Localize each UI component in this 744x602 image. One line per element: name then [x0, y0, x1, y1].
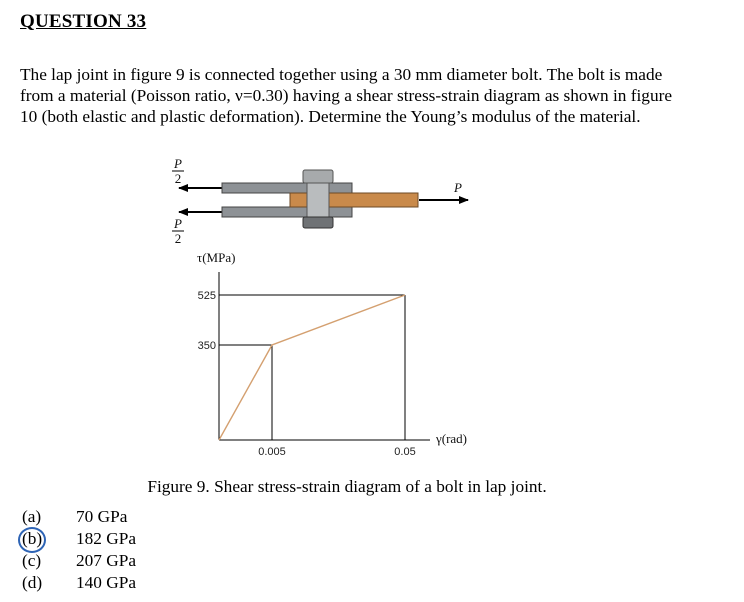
top-steel-plate [222, 183, 352, 193]
x-tick-label-0.005: 0.005 [258, 446, 286, 458]
half-load-top-denominator: 2 [174, 171, 182, 186]
option-d-value: 140 GPa [76, 573, 137, 592]
lap-joint-diagram [172, 156, 468, 246]
half-load-bottom-denominator: 2 [174, 231, 182, 246]
x-axis-label: γ(rad) [436, 431, 468, 446]
option-a-letter: (a) [22, 507, 42, 526]
half-load-top-numerator: P [174, 156, 182, 171]
figure-caption: Figure 9. Shear stress-strain diagram of a bolt in lap joint. [147, 477, 547, 496]
bottom-steel-plate [222, 207, 352, 217]
option-c-value: 207 GPa [76, 551, 137, 570]
shear-stress-strain-chart [197, 250, 467, 458]
y-tick-label-525: 525 [197, 290, 216, 302]
question-line-3: 10 (both elastic and plastic deformation). Determine the Young’s modulus of the material. [20, 107, 641, 126]
bolt-head [303, 170, 333, 183]
question-title: QUESTION 33 [20, 11, 147, 32]
option-d-letter: (d) [22, 573, 43, 592]
bolt-nut [303, 217, 333, 228]
chart-marks [219, 295, 405, 440]
option-b-value: 182 GPa [76, 529, 137, 548]
right-load-label: P [454, 180, 462, 195]
question-line-2: from a material (Poisson ratio, ν=0.30) having a shear stress-strain diagram as shown in figure [20, 86, 673, 105]
option-a-value: 70 GPa [76, 507, 128, 526]
question-line-1: The lap joint in figure 9 is connected together using a 30 mm diameter bolt. The bolt is made [20, 65, 663, 84]
half-load-bottom-numerator: P [174, 216, 182, 231]
y-axis-label: τ(MPa) [197, 250, 236, 265]
bolt-shank [307, 183, 329, 217]
option-b-letter: (b) [22, 529, 43, 548]
x-tick-label-0.05: 0.05 [394, 446, 416, 458]
stress-strain-curve [219, 295, 405, 440]
option-c-letter: (c) [22, 551, 42, 570]
y-tick-label-350: 350 [197, 340, 216, 352]
